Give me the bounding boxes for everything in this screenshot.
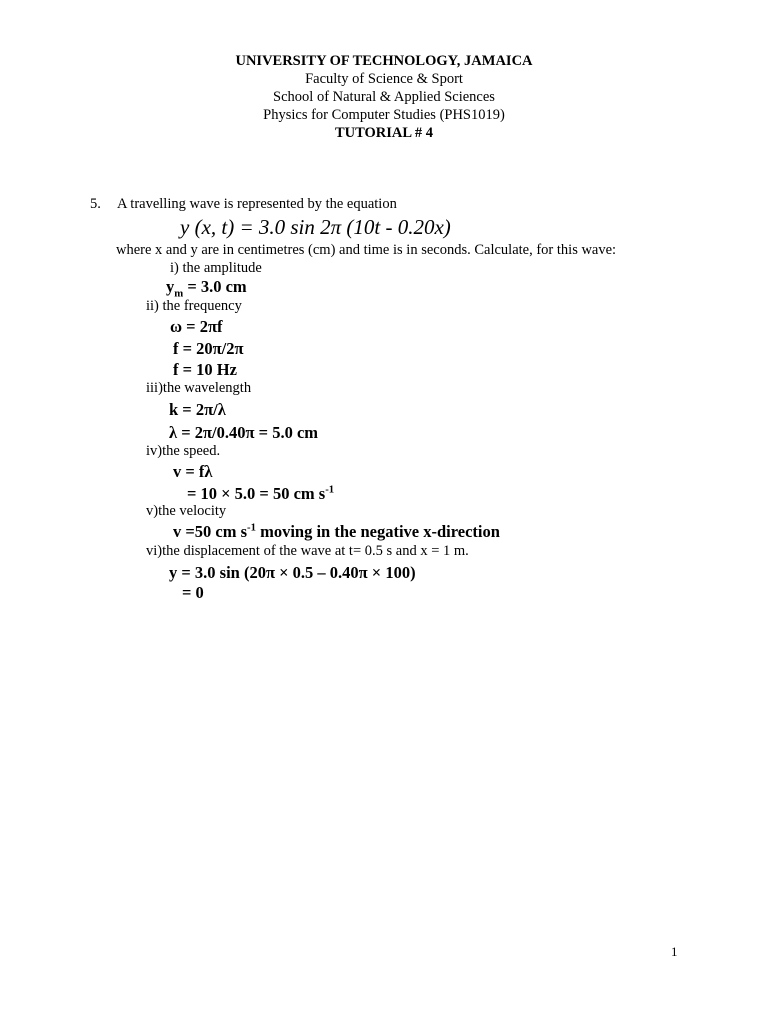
question-intro: A travelling wave is represented by the equation xyxy=(117,196,397,212)
part-iv-label: iv)the speed. xyxy=(146,443,221,459)
part-i-answer xyxy=(166,277,247,300)
university-title: UNIVERSITY OF TECHNOLOGY, JAMAICA xyxy=(235,53,533,69)
part-iv-line-2 xyxy=(187,484,334,504)
part-iv-line-1: v = fλ xyxy=(173,462,213,481)
speed-unit-exponent: -1 xyxy=(325,483,335,496)
question-where: where x and y are in centimetres (cm) and time is in seconds. Calculate, for this wave: xyxy=(116,242,617,258)
question-number: 5. xyxy=(90,196,101,212)
part-iii-label: iii)the wavelength xyxy=(146,380,252,396)
part-v-label: v)the velocity xyxy=(146,503,227,519)
school-line: School of Natural & Applied Sciences xyxy=(273,89,495,105)
part-ii-line-3: f = 10 Hz xyxy=(173,360,237,379)
part-iii-line-2: λ = 2π/0.40π = 5.0 cm xyxy=(169,423,319,442)
part-vi-line-1: y = 3.0 sin (20π × 0.5 – 0.40π × 100) xyxy=(169,563,416,582)
part-ii-line-1: ω = 2πf xyxy=(170,317,223,336)
part-vi-line-2: = 0 xyxy=(182,583,204,602)
amplitude-value: = 3.0 cm xyxy=(183,277,247,296)
amplitude-subscript: m xyxy=(174,287,184,300)
part-ii-line-2: f = 20π/2π xyxy=(173,339,244,358)
amplitude-symbol: y xyxy=(166,277,175,296)
part-v-answer xyxy=(173,522,500,542)
course-line: Physics for Computer Studies (PHS1019) xyxy=(263,107,505,123)
velocity-unit-exponent: -1 xyxy=(247,521,256,534)
page-number: 1 xyxy=(671,944,678,959)
part-ii-label: ii) the frequency xyxy=(146,298,242,314)
faculty-line: Faculty of Science & Sport xyxy=(305,71,463,87)
speed-calculation: = 10 × 5.0 = 50 cm s xyxy=(187,484,326,503)
wave-equation: y (x, t) = 3.0 sin 2π (10t - 0.20x) xyxy=(180,215,451,239)
part-vi-label: vi)the displacement of the wave at t= 0.5 s and x = 1 m. xyxy=(146,543,469,559)
tutorial-title: TUTORIAL # 4 xyxy=(334,125,434,141)
velocity-value: v =50 cm s xyxy=(173,522,248,541)
velocity-direction: moving in the negative x-direction xyxy=(255,522,500,541)
part-i-label: i) the amplitude xyxy=(170,260,262,276)
part-iii-line-1: k = 2π/λ xyxy=(169,400,226,419)
